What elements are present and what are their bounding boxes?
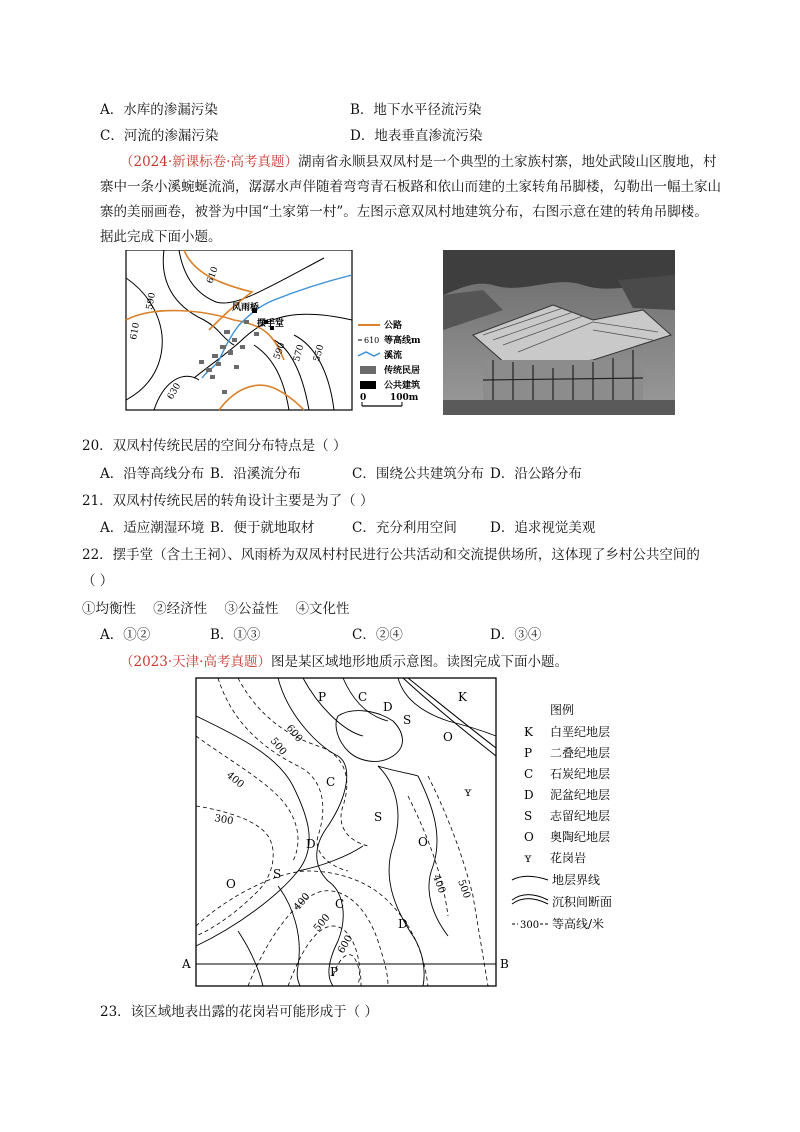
legend-sym-d: D bbox=[524, 788, 534, 802]
legend-sym-k: K bbox=[524, 725, 533, 739]
label-baishou-hall: 摆手堂 bbox=[257, 319, 285, 329]
option-20b: B．沿溪流分布 bbox=[210, 466, 301, 482]
legend-label-s: 志留纪地层 bbox=[550, 809, 611, 823]
passage-1-line-4: 据此完成下面小题。 bbox=[100, 229, 222, 245]
legend-stream: 溪流 bbox=[384, 351, 403, 361]
map-frame bbox=[126, 250, 352, 410]
passage-2: （2023·天津·高考真题）图是某区域地形地质示意图。读图完成下面小题。 bbox=[120, 654, 568, 670]
option-20a: A．沿等高线分布 bbox=[100, 466, 205, 482]
stratum-label: S bbox=[273, 867, 282, 881]
legend-label-granite: 花岗岩 bbox=[550, 851, 587, 865]
legend-label-o: 奥陶纪地层 bbox=[550, 830, 611, 844]
legend-road: 公路 bbox=[384, 321, 403, 331]
contour-label: 550 bbox=[312, 343, 327, 363]
legend-label-c: 石炭纪地层 bbox=[550, 767, 611, 781]
stratum-label: P bbox=[318, 690, 327, 704]
stratum-label: S bbox=[374, 810, 383, 824]
option-20c: C．围绕公共建筑分布 bbox=[352, 466, 484, 482]
contour-value: 400 bbox=[430, 873, 448, 895]
stratum-label: S bbox=[403, 713, 412, 727]
legend-sym-o: O bbox=[524, 830, 534, 844]
contour-value: 300 bbox=[213, 813, 235, 828]
profile-end-a: A bbox=[182, 957, 191, 971]
legend-contour: 等高线m bbox=[384, 336, 421, 346]
stratum-label: C bbox=[358, 690, 368, 704]
scale-length: 100m bbox=[390, 393, 419, 403]
option-20d: D．沿公路分布 bbox=[490, 466, 582, 482]
stratum-label: D bbox=[398, 917, 408, 931]
contour-label: 610 bbox=[129, 321, 142, 341]
question-20: 20．双凤村传统民居的空间分布特点是（ ） bbox=[82, 438, 347, 454]
option-21b: B．便于就地取材 bbox=[210, 520, 315, 536]
stratum-label: P bbox=[330, 965, 339, 979]
option-22b: B．①③ bbox=[210, 627, 261, 643]
passage-1-line-1: （2024·新课标卷·高考真题）湖南省永顺县双凤村是一个典型的土家族村寨，地处武陵山区腹地，村 bbox=[120, 154, 717, 170]
contour-value: 500 bbox=[311, 912, 333, 934]
contour-value: 400 bbox=[291, 891, 313, 913]
option-22d: D．③④ bbox=[490, 627, 542, 643]
legend-title: 图例 bbox=[550, 703, 575, 717]
stratum-label: D bbox=[306, 837, 316, 851]
legend-contour: 等高线/米 bbox=[552, 917, 605, 931]
contour-value: 500 bbox=[267, 735, 289, 758]
passage-1-line-3: 寨的美丽画卷，被誉为中国“土家第一村”。左图示意双凤村地建筑分布，右图示意在建的转角吊脚楼。 bbox=[100, 204, 708, 220]
legend-sym-p: P bbox=[524, 746, 533, 760]
legend-sym-granite: ʏ bbox=[524, 851, 532, 865]
contour-value: 600 bbox=[336, 933, 356, 956]
source-tag-2024: （2024·新课标卷·高考真题） bbox=[120, 154, 298, 170]
stratum-label: D bbox=[383, 700, 393, 714]
stratum-label: O bbox=[226, 877, 236, 891]
question-22: 22．摆手堂（含土王祠）、风雨桥为双凤村村民进行公共活动和交流提供场所，这体现了乡村公共空间的 bbox=[82, 547, 700, 563]
option-21a: A．适应潮湿环境 bbox=[100, 520, 205, 536]
profile-end-b: B bbox=[500, 957, 509, 971]
stilt-house-photo bbox=[443, 250, 675, 415]
option-22a: A．①② bbox=[100, 627, 151, 643]
option-21c: C．充分利用空间 bbox=[352, 520, 457, 536]
contour-value: 600 bbox=[283, 722, 305, 745]
stratum-label: O bbox=[418, 835, 428, 849]
geology-map bbox=[178, 676, 638, 994]
stratum-label: C bbox=[335, 897, 345, 911]
contour-label: 630 bbox=[165, 381, 184, 402]
legend-sym-s: S bbox=[524, 809, 533, 823]
stratum-label: C bbox=[326, 775, 336, 789]
scale-zero: 0 bbox=[360, 393, 367, 403]
stratum-label: ʏ bbox=[464, 785, 472, 799]
stratum-label: O bbox=[443, 730, 453, 744]
contour-label: 570 bbox=[292, 343, 307, 363]
legend-contour-value: 610 bbox=[364, 336, 380, 345]
option-19b: B．地下水平径流污染 bbox=[350, 102, 482, 118]
legend-label-d: 泥盆纪地层 bbox=[550, 788, 611, 802]
option-19a: A．水库的渗漏污染 bbox=[100, 102, 218, 118]
option-19c: C．河流的渗漏污染 bbox=[100, 128, 219, 144]
village-map bbox=[124, 250, 444, 415]
legend-sym-c: C bbox=[524, 767, 534, 781]
legend-label-k: 白垩纪地层 bbox=[550, 725, 611, 739]
legend-public: 公共建筑 bbox=[384, 381, 421, 391]
legend-unconformity: 沉积间断面 bbox=[552, 895, 613, 909]
option-19d: D．地表垂直渗流污染 bbox=[350, 128, 483, 144]
contour-label: 610 bbox=[205, 265, 221, 286]
legend-contour-value: 300 bbox=[520, 920, 540, 931]
label-fengyu-bridge: 风雨桥 bbox=[232, 303, 260, 313]
question-23: 23．该区域地表出露的花岗岩可能形成于（ ） bbox=[100, 1004, 378, 1020]
contour-label: 590 bbox=[272, 341, 288, 362]
contour-value: 400 bbox=[224, 769, 246, 791]
option-22c: C．②④ bbox=[352, 627, 403, 643]
stratum-label: K bbox=[458, 690, 467, 704]
legend-dwelling: 传统民居 bbox=[384, 366, 421, 376]
legend-boundary: 地层界线 bbox=[552, 873, 601, 887]
question-22-blank: （ ） bbox=[82, 573, 114, 589]
source-tag-2023: （2023·天津·高考真题） bbox=[120, 654, 271, 670]
map1-legend bbox=[358, 319, 421, 406]
passage-1-line-2: 寨中一条小溪蜿蜒流淌，潺潺水声伴随着弯弯青石板路和依山而建的土家转角吊脚楼，勾勒出一幅土家山 bbox=[100, 179, 721, 195]
question-21: 21．双凤村传统民居的转角设计主要是为了（ ） bbox=[82, 493, 374, 509]
geology-legend bbox=[512, 702, 612, 931]
option-21d: D．追求视觉美观 bbox=[490, 520, 596, 536]
contour-label: 590 bbox=[145, 291, 158, 311]
legend-label-p: 二叠纪地层 bbox=[550, 746, 611, 760]
question-22-items: ①均衡性 ②经济性 ③公益性 ④文化性 bbox=[82, 601, 350, 617]
contour-value: 500 bbox=[455, 878, 473, 900]
